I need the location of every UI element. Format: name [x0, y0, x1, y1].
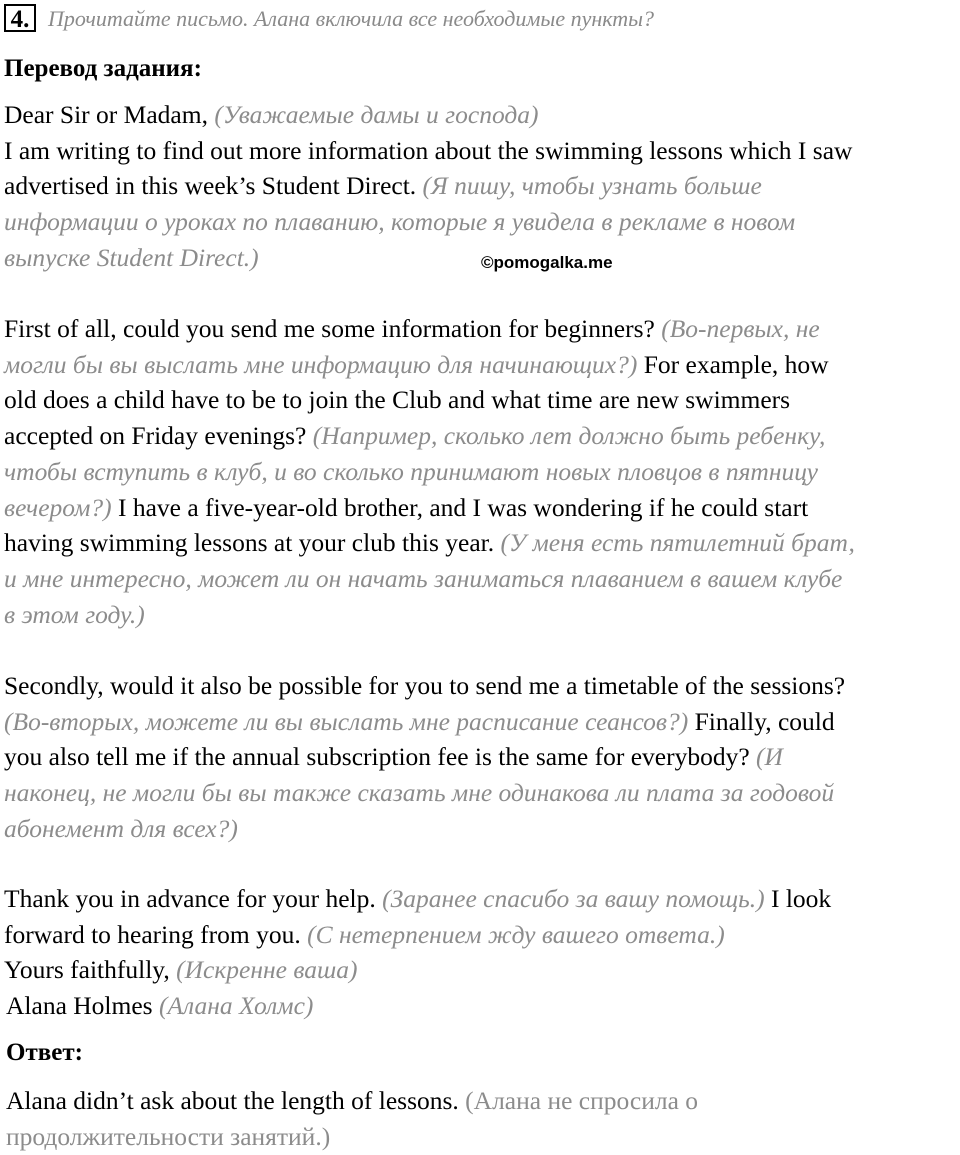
letter-text: having swimming lessons at your club this year. [4, 528, 495, 558]
letter-translation: (С нетерпением жду вашего ответа.) [307, 919, 725, 949]
letter-translation: информации о уроках по плаванию, которые я увидела в рекламе в новом [4, 207, 796, 237]
letter-text: Secondly, would it also be possible for you to send me a timetable of the sessions? [4, 671, 846, 700]
letter-translation: наконец, не могли бы вы также сказать мне одинакова ли плата за годовой [4, 778, 835, 808]
letter-translation: (Во-вторых, можете ли вы выслать мне расписание сеансов?) [4, 706, 689, 736]
answer-translation: (Алана не спросила о [465, 1086, 699, 1115]
letter-translation: (Во-первых, не [661, 314, 820, 343]
letter-text: forward to hearing from you. [4, 919, 301, 949]
letter-translation: в этом году.) [4, 599, 145, 629]
letter-text: accepted on Friday evenings? [4, 421, 307, 451]
letter-translation: (Заранее спасибо за вашу помощь.) [382, 884, 765, 913]
letter-paragraph-1 [4, 97, 960, 276]
letter-translation: (Искренне ваша) [176, 955, 358, 985]
letter-signature: Alana Holmes [6, 991, 153, 1021]
letter-paragraph-2 [4, 311, 960, 632]
letter-translation: вечером?) [4, 492, 112, 522]
letter-translation: (Алана Холмс) [158, 991, 314, 1021]
letter-paragraph-3 [4, 668, 960, 847]
answer-body [6, 1083, 698, 1155]
answer-text: Alana didn’t ask about the length of lessons. [6, 1086, 459, 1115]
letter-text: First of all, could you send me some information for beginners? [4, 314, 655, 343]
letter-text: old does a child have to be to join the Club and what time are new swimmers [4, 385, 791, 415]
letter-translation: (У меня есть пятилетний брат, [500, 528, 855, 558]
watermark: ©pomogalka.me [481, 253, 613, 272]
letter-text: Finally, could [694, 706, 835, 736]
letter-translation: абонемент для всех?) [4, 813, 238, 843]
letter-paragraph-4 [4, 881, 960, 1024]
letter-text: I am writing to find out more information about the swimming lessons which I saw [4, 135, 853, 165]
letter-text: advertised in this week’s Student Direct. [4, 171, 417, 201]
letter-translation: и мне интересно, может ли он начать заниматься плаванием в вашем клубе [4, 563, 843, 593]
letter-translation: чтобы вступить в клуб, и во сколько принимают новых пловцов в пятницу [4, 456, 818, 486]
letter-translation: (Уважаемые дамы и господа) [214, 100, 539, 129]
letter-text: For example, how [643, 349, 829, 379]
translation-heading: Перевод задания: [4, 55, 202, 82]
letter-translation: (Я пишу, чтобы узнать больше [422, 171, 762, 201]
letter-text: I look [770, 884, 832, 913]
letter-translation: могли бы вы выслать мне информацию для начинающих?) [4, 349, 638, 379]
answer-translation: продолжительности занятий.) [6, 1122, 331, 1151]
answer-heading: Ответ: [6, 1039, 83, 1066]
letter-text: you also tell me if the annual subscription fee is the same for everybody? [4, 742, 750, 772]
letter-translation: выпуске Student Direct.) [4, 242, 259, 272]
letter-translation: (И [756, 742, 783, 772]
letter-closing: Yours faithfully, [4, 955, 170, 985]
letter-text: Thank you in advance for your help. [4, 884, 376, 913]
task-question: Прочитайте письмо. Алана включила все необходимые пункты? [48, 6, 655, 31]
task-number: 4. [4, 4, 36, 32]
letter-text: Dear Sir or Madam, [4, 100, 208, 129]
letter-translation: (Например, сколько лет должно быть ребенку, [312, 421, 826, 451]
letter-text: I have a five-year-old brother, and I was wondering if he could start [117, 492, 809, 522]
